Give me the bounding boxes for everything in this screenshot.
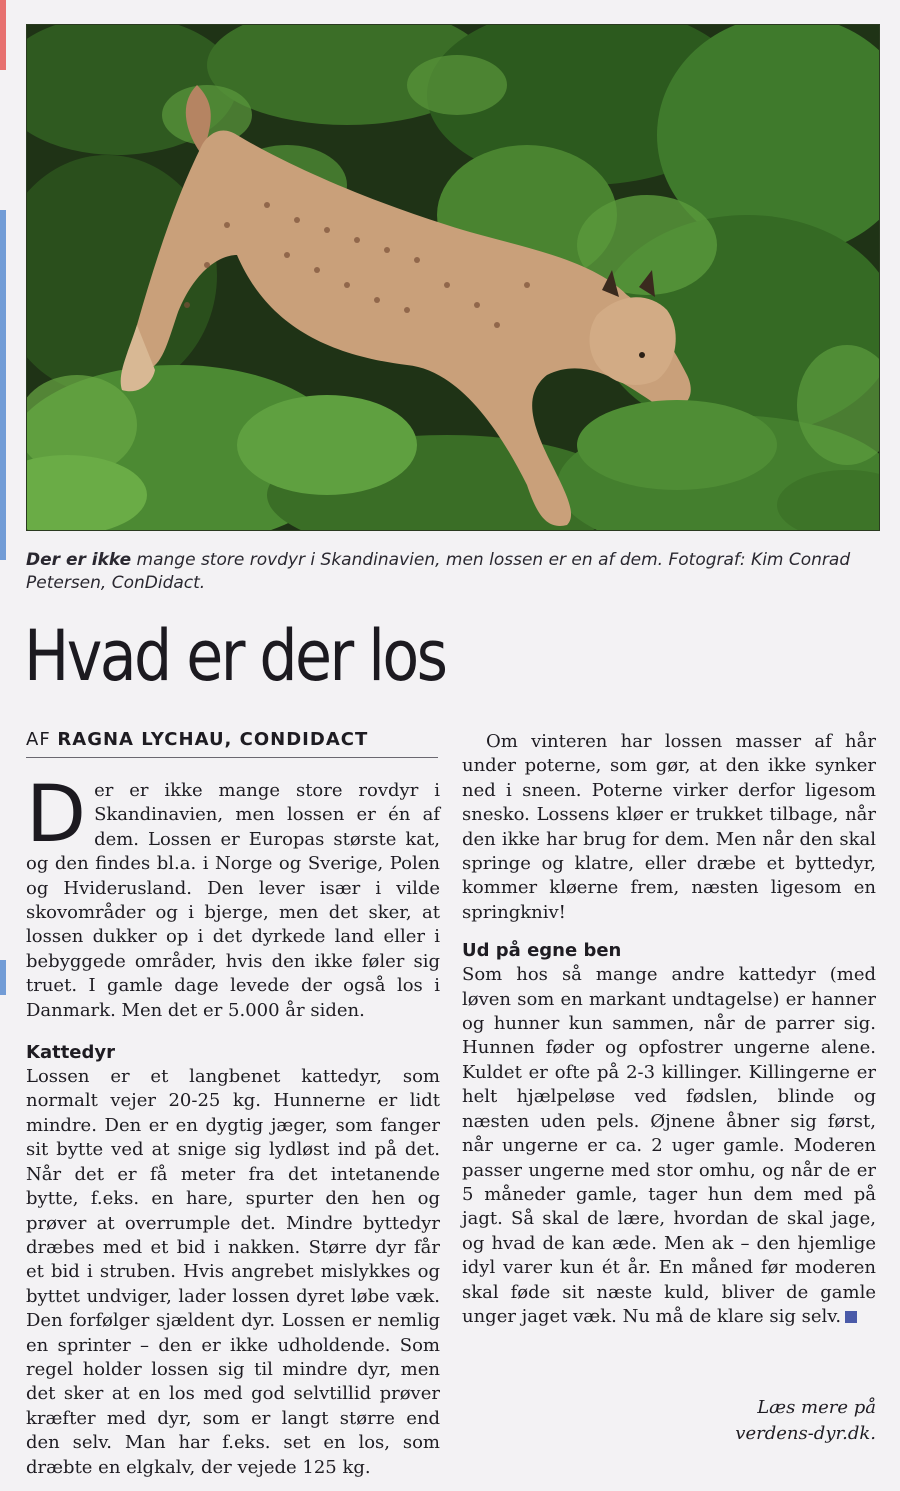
end-of-article-mark bbox=[845, 1311, 857, 1323]
caption-text: mange store rovdyr i Skandinavien, men lossen er en af dem. Fotograf: Kim Conrad Petersen, ConDidact. bbox=[26, 550, 851, 593]
byline-prefix: AF bbox=[26, 729, 51, 750]
drop-cap: D bbox=[26, 770, 87, 860]
intro-text: er er ikke mange store rovdyr i Skandinavien, men lossen er én af dem. Lossen er Europas største kat, og den findes bl.a. i Norge og Sverige, Polen og Hviderusland. Den lever især i vilde skovområder og i bjerge, men det sker, at lossen dukker op i det dyrkede land eller i bebyggede områder, hvis den ikke føler sig truet. I gamle dage levede der også los i Danmark. Men det er 5.000 år siden. bbox=[26, 780, 440, 1021]
article-headline: Hvad er der los bbox=[24, 615, 446, 697]
article-column-left bbox=[26, 770, 440, 1480]
section-heading-kattedyr: Kattedyr bbox=[26, 1042, 116, 1064]
intro-paragraph bbox=[26, 770, 440, 1023]
article-column-right bbox=[462, 730, 876, 1329]
section2-paragraph-1 bbox=[462, 963, 876, 1329]
page-edge-color-strip bbox=[0, 0, 6, 1491]
section1-paragraph-1: Lossen er et langbenet kattedyr, som normalt vejer 20-25 kg. Hunnerne er lidt mindre. Den er en dygtig jæger, som fanger sit bytte ved at snige sig lydløst ind på det. Når det er få meter fra det intetanende bytte, f.eks. en hare, spurter den hen og prøver at overrumple det. Mindre byttedyr dræbes med et bid i nakken. Større dyr får et bid i struben. Hvis angrebet mislykkes og byttet undviger, lader lossen dyret løbe væk. Den forfølger sjældent dyr. Lossen er nemlig en sprinter – den er ikke udholdende. Som regel holder lossen sig til mindre dyr, men det sker at en los med god selvtillid prøver kræfter med dyr, som er langt større end den selv. Man har f.eks. set en los, som dræbte en elgkalv, der vejede 125 kg. bbox=[26, 1066, 440, 1478]
byline-divider bbox=[26, 757, 438, 758]
byline-author: RAGNA LYCHAU, CONDIDACT bbox=[57, 729, 369, 750]
caption-lead: Der er ikke bbox=[26, 550, 132, 570]
section2-text: Som hos så mange andre kattedyr (med løven som en markant undtagelse) er hanner og hunner kun sammen, når de parrer sig. Hunnen føder og opfostrer ungerne alene. Kuldet er ofte på 2-3 killinger. Killingerne er helt hjælpeløse ved fødslen, blinde og næsten uden pels. Øjnene åbner sig først, når ungerne er ca. 2 uger gamle. Moderen passer ungerne med stor omhu, og når de er 5 måneder gamle, tager hun dem med på jagt. Så skal de lære, hvordan de skal jage, og hvad de kan æde. Men ak – den hjemlige idyl varer kun ét år. En måned før moderen skal føde sit næste kuld, bliver de gamle unger jaget væk. Nu må de klare sig selv. bbox=[462, 964, 876, 1327]
read-more-label: Læs mere på bbox=[757, 1397, 876, 1418]
section1-paragraph-2: Om vinteren har lossen masser af hår under poterne, som gør, at den ikke synker ned i sneen. Poterne virker derfor ligesom snesko. Lossens kløer er trukket tilbage, når den ikke har brug for dem. Men når den skal springe og klatre, eller dræbe et byttedyr, kommer kløerne frem, næsten ligesom en springkniv! bbox=[462, 731, 876, 923]
section-heading-ud-paa-egne-ben: Ud på egne ben bbox=[462, 940, 622, 962]
lynx-photo-illustration bbox=[27, 25, 879, 530]
lynx-photo bbox=[26, 24, 880, 531]
read-more bbox=[700, 1395, 876, 1447]
photo-caption bbox=[26, 549, 876, 595]
byline bbox=[26, 729, 368, 750]
read-more-website: verdens-dyr.dk. bbox=[735, 1423, 876, 1444]
